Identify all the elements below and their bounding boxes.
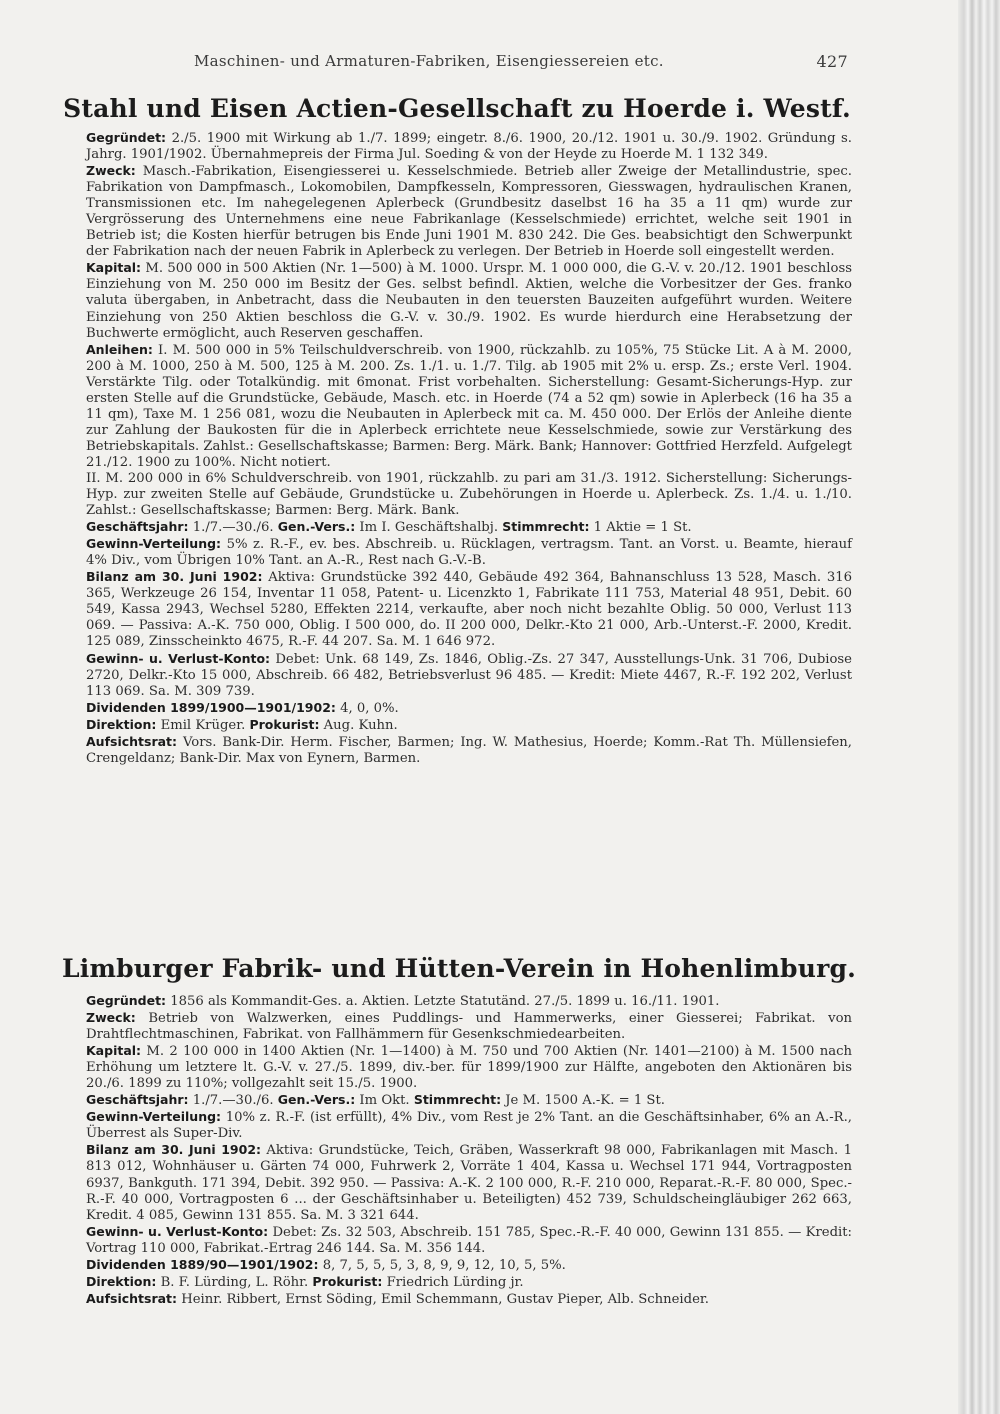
entry-paragraph <box>86 1257 852 1274</box>
field-label: Gegründet: <box>86 993 167 1008</box>
field-label: Gen.-Vers.: <box>277 519 356 535</box>
field-label: Gewinn- u. Verlust-Konto: <box>86 1223 269 1239</box>
entry-paragraph <box>86 1274 852 1291</box>
field-label: Stimmrecht: <box>413 1092 502 1108</box>
field-value: Aktiva: Grundstücke 392 440, Gebäude 492 364, Bahnanschluss 13 528, Masch. 316 365, Werkzeuge 26 154, Inventar 11 058, Patent- u. Licenzkto 1, Fabrikate 111 753, Material 48 951, Debit. 60 549, Kassa 2943, Wechsel 5280, Effekten 2214, verkaufte, aber noch nicht bezahlte Oblig. 50 000, Verlust 113 069. — Passiva: A.-K. 750 000, Oblig. I 500 000, do. II 200 000, Delkr.-Kto 21 000, Arb.-Unterst.-F. 2000, Kredit. 125 089, Zinsscheinkto 4675, R.-F. 44 207. Sa. M. 1 646 972. <box>86 570 852 650</box>
entry-paragraph <box>86 1291 852 1308</box>
field-label: Kapital: <box>86 1043 142 1059</box>
field-label: Zweck: <box>86 1010 136 1026</box>
entry-paragraph <box>86 260 852 341</box>
field-value: 1 Aktie = 1 St. <box>589 520 692 536</box>
running-title: Maschinen- und Armaturen-Fabriken, Eisengiessereien etc. <box>194 52 664 70</box>
field-value: Friedrich Lürding jr. <box>382 1274 524 1290</box>
field-label: Zweck: <box>86 163 136 179</box>
field-value: M. 500 000 in 500 Aktien (Nr. 1—500) à M. 1000. Urspr. M. 1 000 000, die G.-V. v. 20./12. 1901 beschloss Einziehung von M. 250 000 im Besitz der Ges. selbst befindl. Aktien, welche die Vorbesitzer der Ges. franko valuta übergaben, in Anbetracht, dass die Neubauten in den teuersten Bauzeiten aufgeführt wurden. Weitere Einziehung von 250 Aktien beschloss die G.-V. v. 30./9. 1902. Es wurde hierdurch eine Herabsetzung der Buchwerte ermöglicht, auch Reserven geschaffen. <box>86 261 852 341</box>
entry-paragraph <box>86 163 852 260</box>
field-value: 1856 als Kommandit-Ges. a. Aktien. Letzte Statutänd. 27./5. 1899 u. 16./11. 1901. <box>166 994 720 1009</box>
field-label: Bilanz am 30. Juni 1902: <box>86 569 263 585</box>
field-label: Kapital: <box>86 260 142 276</box>
field-value: Emil Krüger. <box>156 717 250 733</box>
field-label: Anleihen: <box>86 341 153 357</box>
entry-paragraph <box>86 1142 852 1223</box>
page-number: 427 <box>816 52 848 71</box>
entry-paragraph <box>86 734 852 767</box>
entry-body <box>86 130 852 767</box>
field-label: Geschäftsjahr: <box>86 1092 189 1108</box>
entry-body <box>86 993 852 1308</box>
field-label: Gen.-Vers.: <box>277 1092 356 1108</box>
field-label: Gewinn- u. Verlust-Konto: <box>86 650 271 666</box>
field-value: 5% z. R.-F., ev. bes. Abschreib. u. Rücklagen, vertragsm. Tant. an Vorst. u. Beamte, hierauf 4% Div., vom Übrigen 10% Tant. an A.-R., Rest nach G.-V.-B. <box>86 537 852 569</box>
field-value: Je M. 1500 A.-K. = 1 St. <box>501 1093 665 1109</box>
field-label: Direktion: <box>86 716 157 732</box>
field-value: M. 2 100 000 in 1400 Aktien (Nr. 1—1400) à M. 750 und 700 Aktien (Nr. 1401—2100) à M. 1500 nach Erhöhung um letztere lt. G.-V. v. 27./5. 1899, div.-ber. für 1899/1900 zur Hälfte, angeboten den Aktionären bis 20./6. 1899 zu 110%; vollgezahlt seit 15./5. 1900. <box>86 1044 852 1092</box>
book-spine-edge <box>958 0 1000 1414</box>
entry-paragraph <box>86 700 852 717</box>
field-label: Prokurist: <box>312 1273 383 1289</box>
entry-paragraph <box>86 651 852 700</box>
field-value: 4, 0, 0%. <box>335 700 399 716</box>
field-value: 1./7.—30./6. <box>188 520 278 536</box>
field-value: 10% z. R.-F. (ist erfüllt), 4% Div., vom Rest je 2% Tant. an die Geschäftsinhaber, 6% an A.-R., Überrest als Super-Div. <box>86 1110 852 1142</box>
field-value: Im I. Geschäftshalbj. <box>355 520 503 536</box>
field-value: Heinr. Ribbert, Ernst Söding, Emil Schemmann, Gustav Pieper, Alb. Schneider. <box>177 1291 709 1307</box>
field-value: Aug. Kuhn. <box>319 717 398 733</box>
field-value: Aktiva: Grundstücke, Teich, Gräben, Wasserkraft 98 000, Fabrikanlagen mit Masch. 1 813 012, Wohnhäuser u. Gärten 74 000, Fuhrwerk 2, Vorräte 1 404, Kassa u. Wechsel 171 944, Vortragposten 6937, Bankguth. 171 394, Debit. 392 950. — Passiva: A.-K. 2 100 000, R.-F. 210 000, Reparat.-R.-F. 80 000, Spec.-R.-F. 40 000, Vortragposten 6 ... der Geschäftsinhaber u. Beteiligten) 452 739, Schuldscheingläubiger 262 663, Kredit. 4 085, Gewinn 131 855. Sa. M. 3 321 644. <box>86 1143 852 1223</box>
entry-paragraph <box>86 1043 852 1092</box>
field-value: 2./5. 1900 mit Wirkung ab 1./7. 1899; eingetr. 8./6. 1900, 20./12. 1901 u. 30./9. 1902. Gründung s. Jahrg. 1901/1902. Übernahmepreis der Firma Jul. Soeding & von der Heyde zu Hoerde M. 1 132 349. <box>86 131 852 163</box>
field-value: Vors. Bank-Dir. Herm. Fischer, Barmen; Ing. W. Mathesius, Hoerde; Komm.-Rat Th. Müllensiefen, Crengeldanz; Bank-Dir. Max von Eynern, Barmen. <box>86 734 852 766</box>
entry-paragraph <box>86 1092 852 1109</box>
field-label: Gewinn-Verteilung: <box>86 1109 222 1125</box>
field-label: Aufsichtsrat: <box>86 733 178 749</box>
entry-paragraph <box>86 1109 852 1142</box>
entry-title: Limburger Fabrik- und Hütten-Verein in Hohenlimburg. <box>62 954 857 983</box>
field-value: Debet: Zs. 32 503, Abschreib. 151 785, Spec.-R.-F. 40 000, Gewinn 131 855. — Kredit: Vortrag 110 000, Fabrikat.-Ertrag 246 144. Sa. M. 356 144. <box>86 1224 853 1256</box>
entry-paragraph <box>86 717 852 734</box>
entry-paragraph <box>86 342 852 471</box>
field-label: Stimmrecht: <box>502 519 590 535</box>
field-value: Betrieb von Walzwerken, eines Puddlings- und Hammerwerks, einer Giesserei; Fabrikat. von Drahtflechtmaschinen, Fabrikat. von Fallhämmern für Gesenkschmiedearbeiten. <box>86 1011 852 1043</box>
field-value: 8, 7, 5, 5, 5, 3, 8, 9, 9, 12, 10, 5, 5%. <box>318 1257 566 1273</box>
entry-paragraph <box>86 536 852 569</box>
entry-paragraph <box>86 130 852 163</box>
field-label: Dividenden 1899/1900—1901/1902: <box>86 699 336 715</box>
entry-paragraph <box>86 1010 852 1043</box>
field-label: Aufsichtsrat: <box>86 1290 178 1306</box>
field-label: Geschäftsjahr: <box>86 519 189 535</box>
entry-paragraph <box>86 993 852 1010</box>
field-label: Dividenden 1889/90—1901/1902: <box>86 1256 319 1272</box>
field-label: Prokurist: <box>249 716 320 732</box>
field-value: Masch.-Fabrikation, Eisengiesserei u. Kesselschmiede. Betrieb aller Zweige der Metallindustrie, spec. Fabrikation von Dampfmasch., Lokomobilen, Dampfkesseln, Kompressoren, Giesswagen, hydraulischen Kranen, Transmissionen etc. Im nahegelegenen Aplerbeck (Grundbesitz daselbst 16 ha 35 a 11 qm) wurde zur Vergrösserung des Unternehmens eine neue Fabrikanlage (Kesselschmiede) errichtet, welche seit 1901 in Betrieb ist; die Kosten hierfür betrugen bis Ende Juni 1901 M. 830 242. Die Ges. beabsichtigt den Schwerpunkt der Fabrikation nach der neuen Fabrik in Aplerbeck zu verlegen. Der Betrieb in Hoerde soll eingestellt werden. <box>86 164 852 260</box>
field-label: Gegründet: <box>86 130 167 145</box>
entry-title: Stahl und Eisen Actien-Gesellschaft zu Hoerde i. Westf. <box>63 94 851 123</box>
entry-paragraph <box>86 1224 852 1257</box>
field-value: Debet: Unk. 68 149, Zs. 1846, Oblig.-Zs. 27 347, Ausstellungs-Unk. 31 706, Dubiose 2720, Delkr.-Kto 15 000, Abschreib. 66 482, Betriebsverlust 96 485. — Kredit: Miete 4467, R.-F. 192 202, Verlust 113 069. Sa. M. 309 739. <box>86 651 852 699</box>
field-value: II. M. 200 000 in 6% Schuldverschreib. von 1901, rückzahlb. zu pari am 31./3. 1912. Sicherstellung: Sicherungs-Hyp. zur zweiten Stelle auf Gebäude, Grundstücke u. Zubehörungen in Hoerde u. Aplerbeck. Zs. 1./4. u. 1./10. Zahlst.: Gesellschaftskasse; Barmen: Berg. Märk. Bank. <box>86 470 852 519</box>
field-value: I. M. 500 000 in 5% Teilschuldverschreib. von 1900, rückzahlb. zu 105%, 75 Stücke Lit. A à M. 2000, 200 à M. 1000, 250 à M. 500, 125 à M. 200. Zs. 1./1. u. 1./7. Tilg. ab 1905 mit 2% u. ersp. Zs.; erste Verl. 1904. Verstärkte Tilg. oder Totalkündig. mit 6monat. Frist vorbehalten. Sicherstellung: Gesamt-Sicherungs-Hyp. zur ersten Stelle auf die Grundstücke, Gebäude, Masch. etc. in Hoerde (74 a 52 qm) sowie in Aplerbeck (16 ha 35 a 11 qm), Taxe M. 1 256 081, wozu die Neubauten in Aplerbeck mit ca. M. 450 000. Der Erlös der Anleihe diente zur Zahlung der Baukosten für die in Aplerbeck errichtete neue Kesselschmiede, sowie zur Verstärkung des Betriebskapitals. Zahlst.: Gesellschaftskasse; Barmen: Berg. Märk. Bank; Hannover: Gottfried Herzfeld. Aufgelegt 21./12. 1900 zu 100%. Nicht notiert. <box>86 342 852 470</box>
field-value: Im Okt. <box>355 1093 414 1109</box>
field-value: 1./7.—30./6. <box>188 1093 278 1109</box>
entry-paragraph <box>86 471 852 519</box>
field-label: Direktion: <box>86 1273 157 1289</box>
entry-paragraph <box>86 569 852 650</box>
entry-paragraph <box>86 519 852 536</box>
field-value: B. F. Lürding, L. Röhr. <box>156 1274 313 1290</box>
field-label: Gewinn-Verteilung: <box>86 536 222 552</box>
field-label: Bilanz am 30. Juni 1902: <box>86 1142 262 1158</box>
